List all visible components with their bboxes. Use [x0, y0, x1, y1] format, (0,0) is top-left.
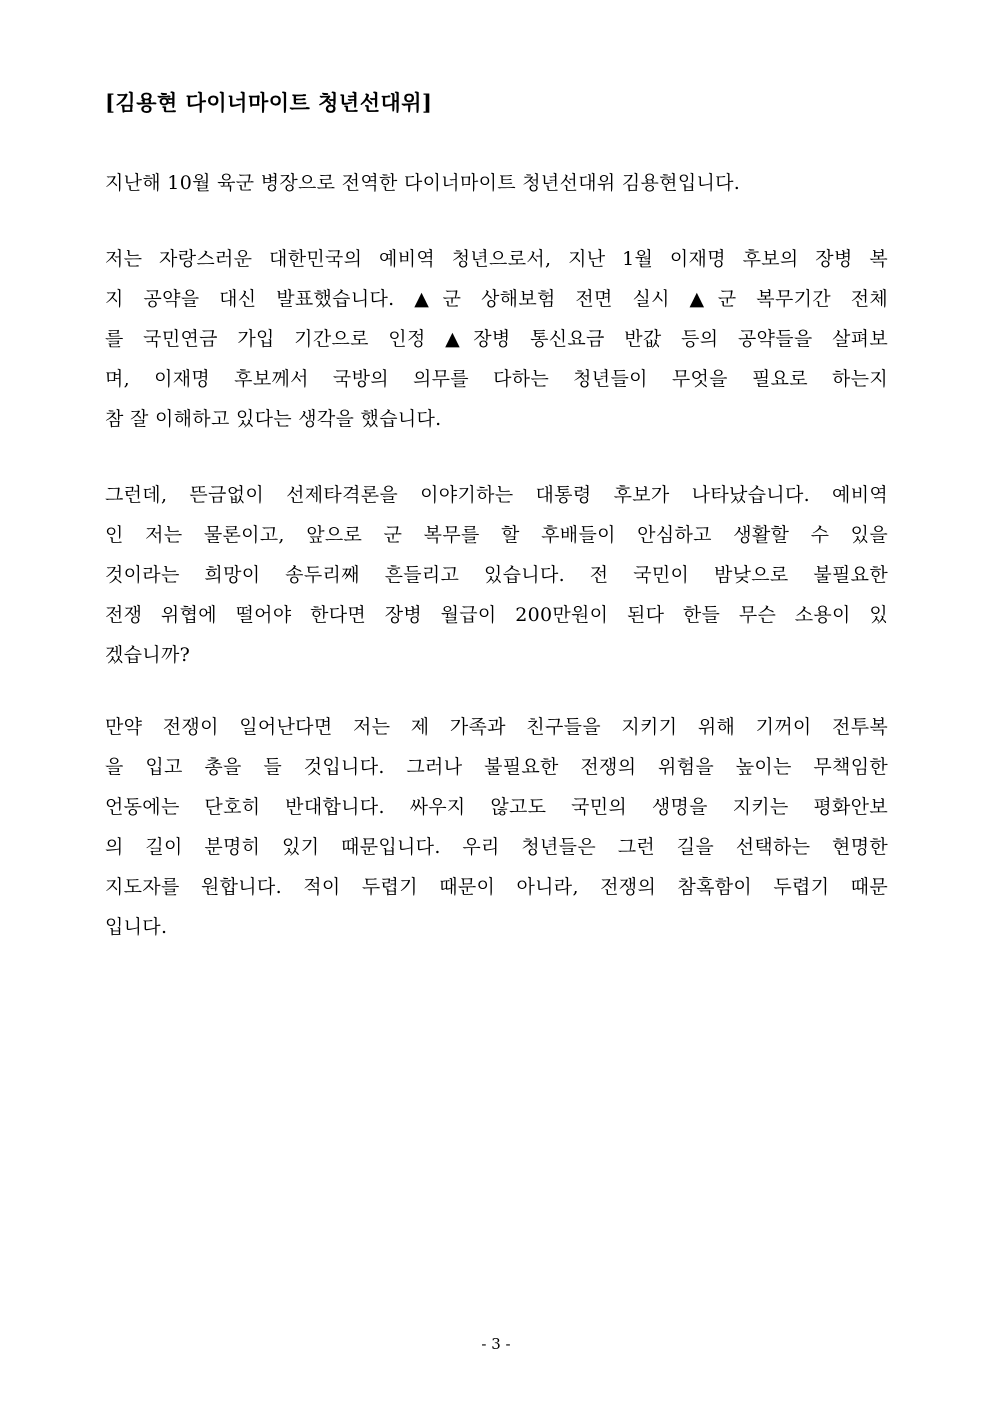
paragraph-4 [105, 707, 888, 947]
paragraph-line: 지도자를 원합니다. 적이 두렵기 때문이 아니라, 전쟁의 참혹함이 두렵기 때문 [105, 876, 888, 898]
paragraph-line: 을 입고 총을 들 것입니다. 그러나 불필요한 전쟁의 위험을 높이는 무책임한 [105, 756, 888, 778]
paragraph-3 [105, 475, 888, 675]
paragraph-line: 겠습니까? [105, 644, 191, 666]
paragraph-line: 만약 전쟁이 일어난다면 저는 제 가족과 친구들을 지키기 위해 기꺼이 전투복 [105, 716, 888, 738]
paragraph-line: 언동에는 단호히 반대합니다. 싸우지 않고도 국민의 생명을 지키는 평화안보 [105, 796, 888, 818]
paragraph-line: 입니다. [105, 916, 168, 938]
paragraph-1 [105, 163, 888, 203]
page-number: - 3 - [481, 1335, 511, 1353]
paragraph-line: 참 잘 이해하고 있다는 생각을 했습니다. [105, 408, 442, 430]
paragraph-line: 전쟁 위협에 떨어야 한다면 장병 월급이 200만원이 된다 한들 무슨 소용이 있 [105, 604, 888, 626]
paragraph-line: 지난해 10월 육군 병장으로 전역한 다이너마이트 청년선대위 김용현입니다. [105, 172, 741, 194]
paragraph-line: 것이라는 희망이 송두리째 흔들리고 있습니다. 전 국민이 밤낮으로 불필요한 [105, 564, 888, 586]
paragraph-line: 지 공약을 대신 발표했습니다. ▲군 상해보험 전면 실시 ▲군 복무기간 전체 [105, 288, 888, 310]
document-heading: [김용현 다이너마이트 청년선대위] [105, 90, 433, 115]
paragraph-line: 그런데, 뜬금없이 선제타격론을 이야기하는 대통령 후보가 나타났습니다. 예비역 [105, 484, 888, 506]
paragraph-line: 를 국민연금 가입 기간으로 인정 ▲장병 통신요금 반값 등의 공약들을 살펴보 [105, 328, 888, 350]
paragraph-line: 며, 이재명 후보께서 국방의 의무를 다하는 청년들이 무엇을 필요로 하는지 [105, 368, 888, 390]
paragraph-2 [105, 239, 888, 439]
paragraph-line: 의 길이 분명히 있기 때문입니다. 우리 청년들은 그런 길을 선택하는 현명한 [105, 836, 888, 858]
paragraph-line: 인 저는 물론이고, 앞으로 군 복무를 할 후배들이 안심하고 생활할 수 있을 [105, 524, 888, 546]
paragraph-line: 저는 자랑스러운 대한민국의 예비역 청년으로서, 지난 1월 이재명 후보의 장병 복 [105, 248, 888, 270]
